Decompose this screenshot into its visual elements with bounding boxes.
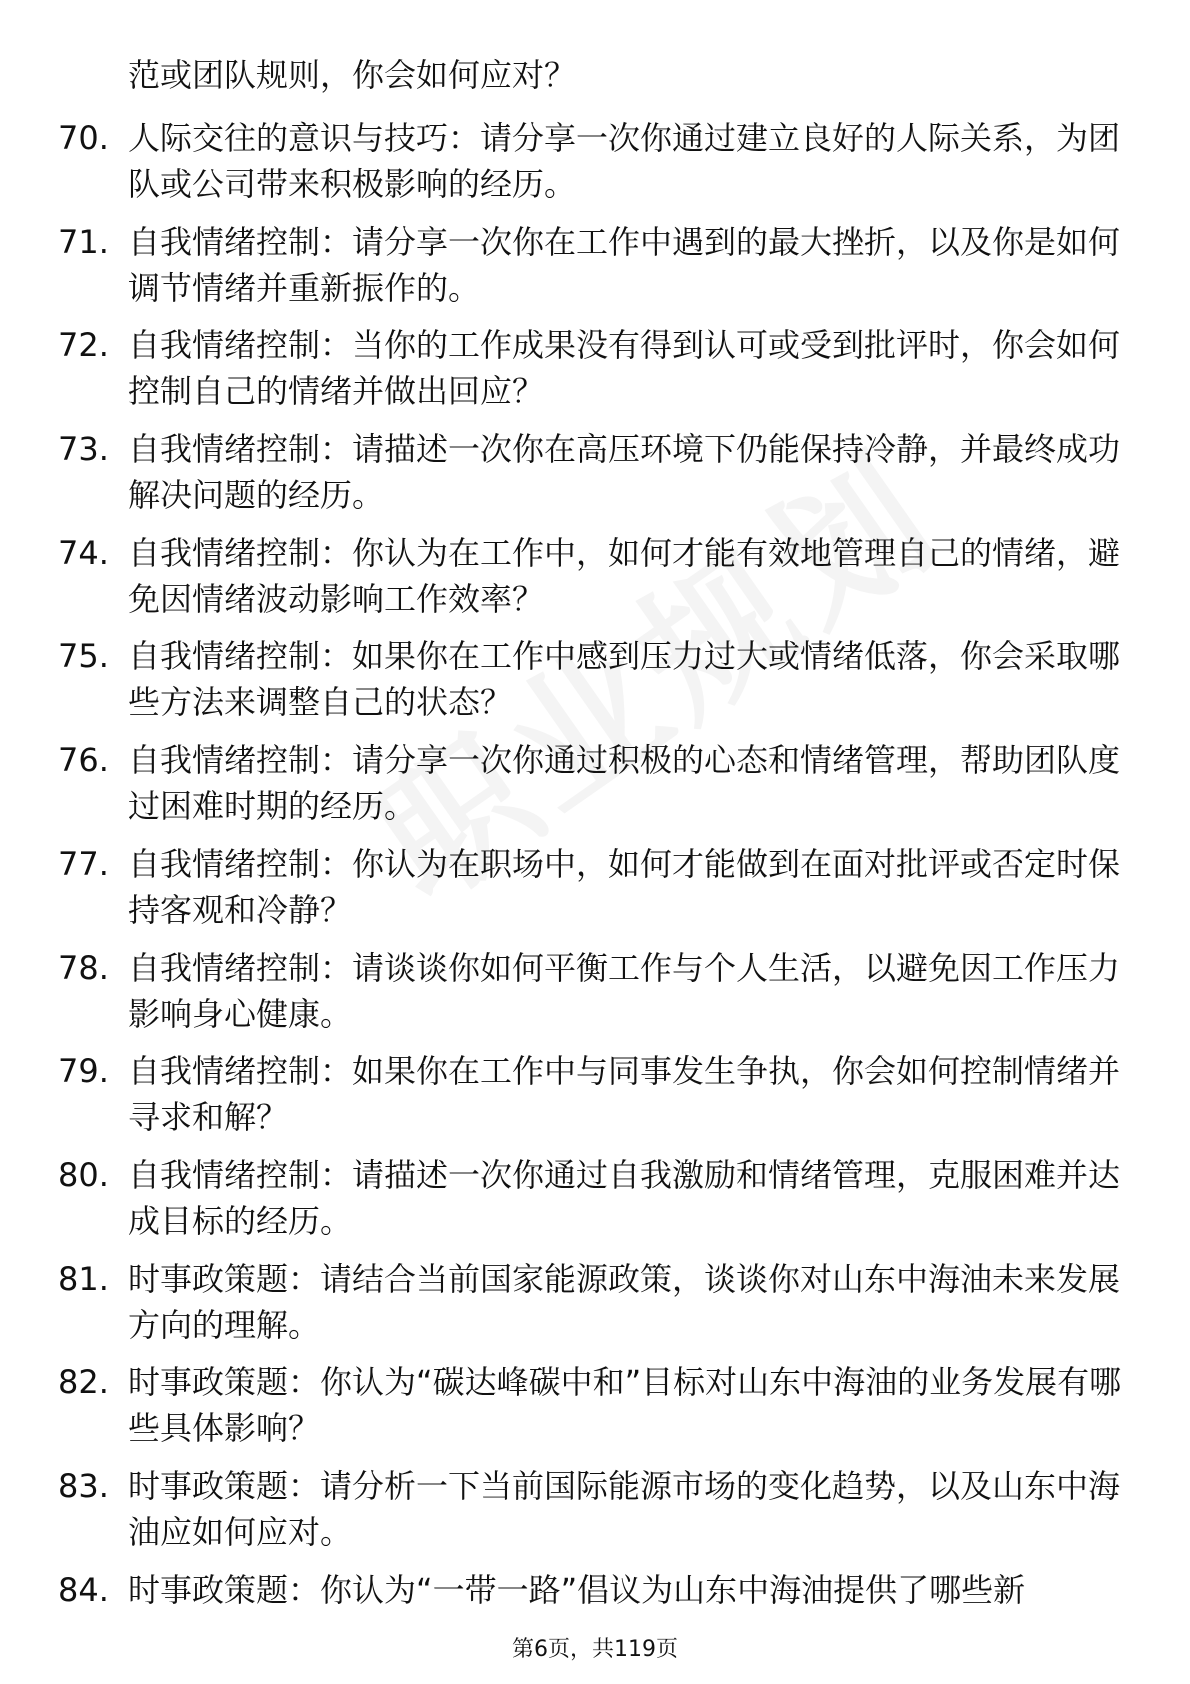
question-text: 自我情绪控制：当你的工作成果没有得到认可或受到批评时，你会如何控制自己的情绪并做出回应？ <box>128 326 1121 411</box>
question-list <box>0 115 1190 1670</box>
question-item <box>0 530 1190 634</box>
question-text: 时事政策题：请分析一下当前国际能源市场的变化趋势，以及山东中海油应如何应对。 <box>128 1466 1121 1551</box>
question-item <box>0 1152 1190 1256</box>
question-text: 自我情绪控制：请描述一次你在高压环境下仍能保持冷静，并最终成功解决问题的经历。 <box>128 430 1121 515</box>
question-item <box>0 841 1190 945</box>
question-number: 72. <box>58 326 109 365</box>
question-text: 时事政策题：请结合当前国家能源政策，谈谈你对山东中海油未来发展方向的理解。 <box>128 1259 1121 1344</box>
question-text: 时事政策题：你认为“一带一路”倡议为山东中海油提供了哪些新 <box>128 1570 1026 1609</box>
question-item <box>0 633 1190 737</box>
question-text: 自我情绪控制：如果你在工作中感到压力过大或情绪低落，你会采取哪些方法来调整自己的状态？ <box>128 637 1121 722</box>
question-item <box>0 1463 1190 1567</box>
question-item <box>0 1256 1190 1360</box>
question-number: 75. <box>58 637 109 676</box>
question-item <box>0 322 1190 426</box>
question-item <box>0 1048 1190 1152</box>
question-number: 83. <box>58 1466 109 1505</box>
question-item <box>0 115 1190 219</box>
question-item <box>0 219 1190 323</box>
question-number: 77. <box>58 844 109 883</box>
question-number: 74. <box>58 533 109 572</box>
question-item <box>0 1567 1190 1671</box>
question-text: 自我情绪控制：你认为在工作中，如何才能有效地管理自己的情绪，避免因情绪波动影响工作效率？ <box>128 533 1121 618</box>
question-text: 自我情绪控制：你认为在职场中，如何才能做到在面对批评或否定时保持客观和冷静？ <box>128 844 1121 929</box>
question-number: 71. <box>58 222 109 261</box>
question-number: 84. <box>58 1570 109 1609</box>
question-text: 人际交往的意识与技巧：请分享一次你通过建立良好的人际关系，为团队或公司带来积极影响的经历。 <box>128 119 1121 203</box>
question-number: 80. <box>58 1155 109 1194</box>
question-number: 81. <box>58 1259 109 1298</box>
question-item <box>0 426 1190 530</box>
question-text: 自我情绪控制：如果你在工作中与同事发生争执，你会如何控制情绪并寻求和解？ <box>128 1052 1121 1137</box>
continued-question-text: 范或团队规则，你会如何应对？ <box>128 56 577 94</box>
question-item <box>0 1359 1190 1463</box>
question-item <box>0 737 1190 841</box>
question-number: 82. <box>58 1363 109 1402</box>
question-text: 自我情绪控制：请描述一次你通过自我激励和情绪管理，克服困难并达成目标的经历。 <box>128 1155 1121 1240</box>
question-text: 自我情绪控制：请谈谈你如何平衡工作与个人生活，以避免因工作压力影响身心健康。 <box>128 948 1121 1033</box>
question-number: 79. <box>58 1052 109 1091</box>
question-number: 73. <box>58 430 109 469</box>
question-number: 78. <box>58 948 109 987</box>
question-number: 76. <box>58 741 109 780</box>
question-text: 自我情绪控制：请分享一次你通过积极的心态和情绪管理，帮助团队度过困难时期的经历。 <box>128 741 1121 826</box>
page-footer: 第6页，共119页 <box>512 1637 678 1662</box>
question-number: 70. <box>58 119 109 157</box>
question-item <box>0 945 1190 1049</box>
question-text: 自我情绪控制：请分享一次你在工作中遇到的最大挫折，以及你是如何调节情绪并重新振作的。 <box>128 222 1121 307</box>
question-text: 时事政策题：你认为“碳达峰碳中和”目标对山东中海油的业务发展有哪些具体影响？ <box>128 1363 1122 1448</box>
